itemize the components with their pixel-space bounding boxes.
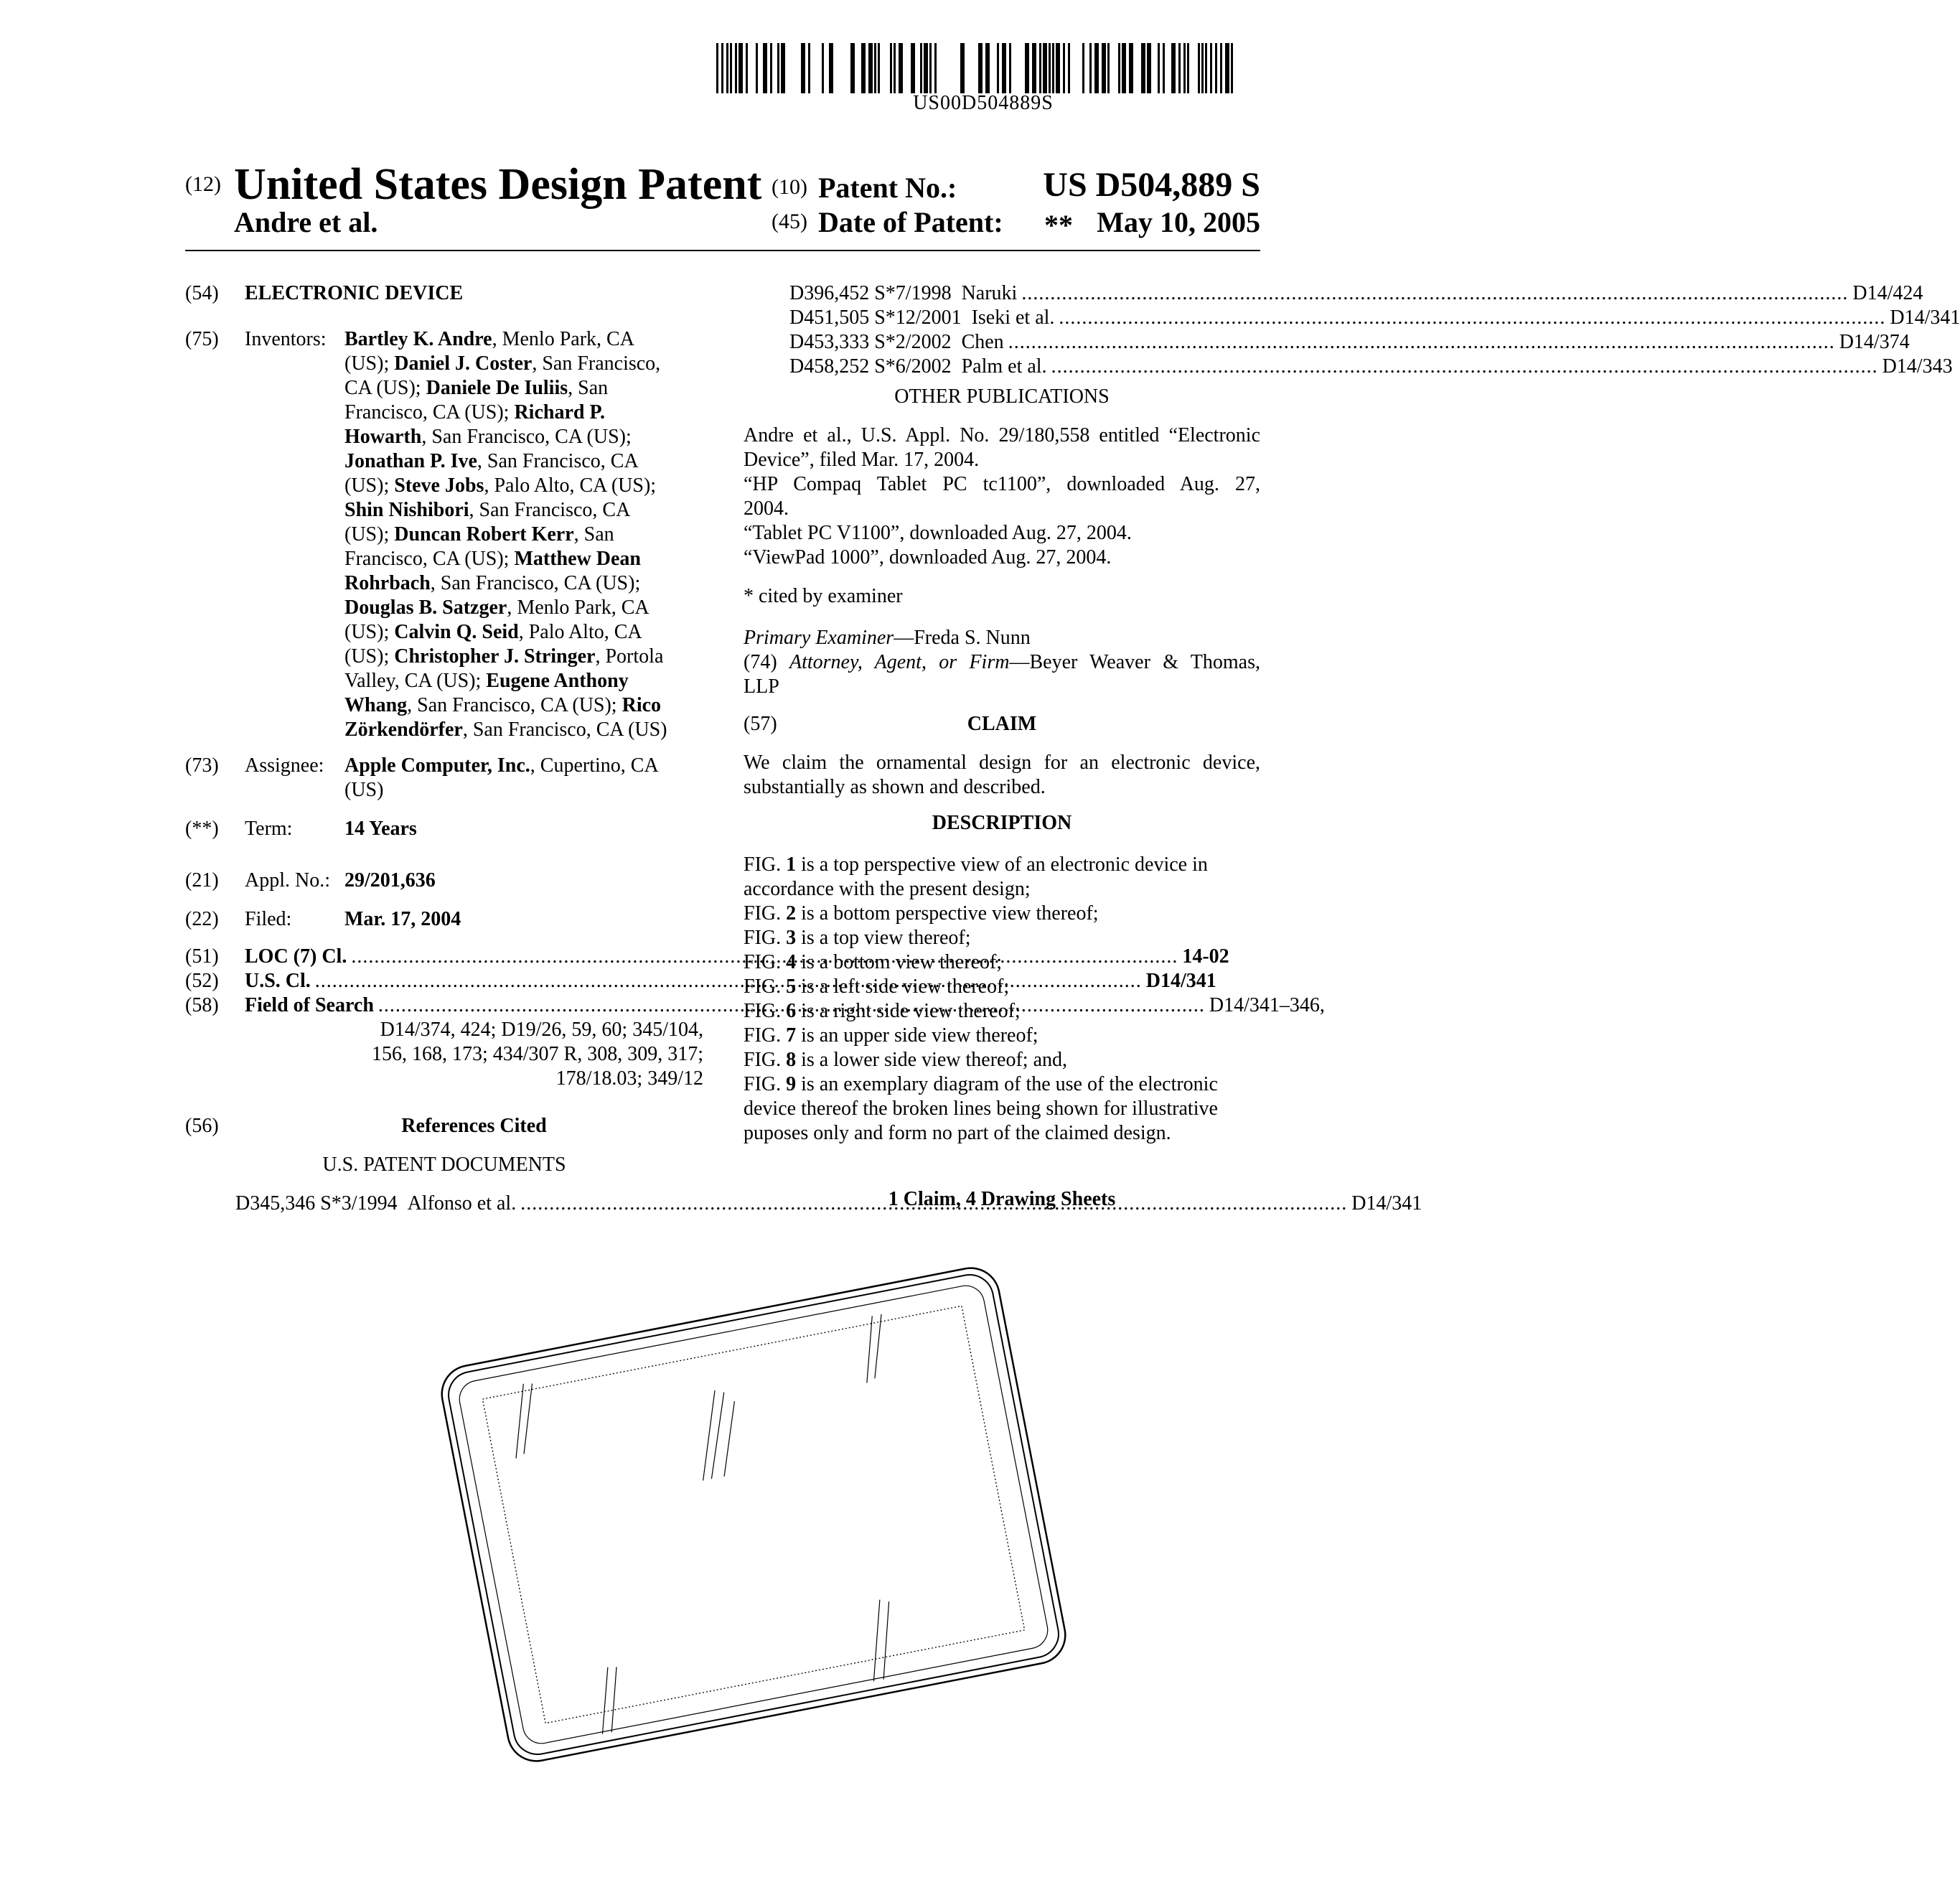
inventor-line xyxy=(344,596,703,620)
barcode-bar xyxy=(1129,43,1133,93)
ref-number: D458,252 S xyxy=(789,355,886,378)
inventor-segment: Daniele De Iuliis xyxy=(426,377,568,399)
inventor-segment: , San Francisco, CA xyxy=(469,499,631,521)
code-51: (51) xyxy=(185,945,219,968)
description-segment: is a top perspective view of an electronic device in xyxy=(796,853,1208,876)
ref-class: D14/343 xyxy=(1882,355,1953,378)
inventors-label: Inventors: xyxy=(245,328,327,350)
barcode-bar xyxy=(781,43,785,93)
code-52: (52) xyxy=(185,970,219,992)
ref-number: D451,505 S xyxy=(789,307,886,329)
filed-label: Filed: xyxy=(245,908,292,930)
barcode-bar xyxy=(763,43,767,93)
claim-line-2: substantially as shown and described. xyxy=(744,776,1046,798)
inventor-segment: Bartley K. Andre xyxy=(344,328,492,350)
description-line xyxy=(744,853,1260,877)
date-flag: ** xyxy=(1044,209,1073,241)
description-segment: 1 xyxy=(786,853,797,876)
attorney-name: —Beyer Weaver & Thomas, xyxy=(1009,651,1261,673)
tablet-inner-edge xyxy=(444,1271,1062,1758)
description-segment: 5 xyxy=(786,975,797,998)
barcode-bar xyxy=(1094,43,1099,93)
barcode-bar xyxy=(985,43,990,93)
ref-class: D14/374 xyxy=(1839,331,1910,353)
barcode-bar xyxy=(997,43,999,93)
ref-date: 12/2001 xyxy=(895,307,962,329)
field-of-search-line-1: D14/374, 424; D19/26, 59, 60; 345/104, xyxy=(380,1019,703,1041)
ref-name: Naruki xyxy=(961,282,1018,304)
pub-line-3: “HP Compaq Tablet PC tc1100”, downloaded Aug. 27, xyxy=(744,473,1260,495)
barcode-bar xyxy=(829,43,833,93)
description-line xyxy=(744,1048,1260,1072)
field-of-search-line-2: 156, 168, 173; 434/307 R, 308, 309, 317; xyxy=(371,1043,703,1065)
barcode-bar xyxy=(1107,43,1110,93)
inventor-segment: , San xyxy=(568,377,609,399)
term-value: 14 Years xyxy=(344,818,417,840)
glare-lines xyxy=(502,1314,950,1740)
barcode-bar xyxy=(1205,43,1207,93)
barcode-bar xyxy=(850,43,855,93)
barcode-bar xyxy=(1009,43,1011,93)
barcode-bar xyxy=(929,43,932,93)
inventor-line xyxy=(344,620,703,645)
ref-star: * xyxy=(885,282,896,304)
description-segment: is a bottom view thereof; xyxy=(796,951,1003,973)
barcode-bar xyxy=(920,43,922,93)
reference-row xyxy=(744,281,1923,306)
description-segment: FIG. xyxy=(744,1049,787,1071)
barcode-bar xyxy=(1158,43,1160,93)
inventor-segment: Daniel J. Coster xyxy=(394,352,533,375)
description-line xyxy=(744,975,1260,999)
assignee-name: Apple Computer, Inc. xyxy=(344,754,530,777)
description-segment: 4 xyxy=(786,951,797,973)
barcode-bar xyxy=(1032,43,1036,93)
inventor-line xyxy=(344,474,703,498)
inventor-segment: Calvin Q. Seid xyxy=(394,621,519,643)
inventor-segment: Shin Nishibori xyxy=(344,499,469,521)
barcode-bar xyxy=(1187,43,1189,93)
barcode-bar xyxy=(1118,43,1120,93)
inventor-segment: Matthew Dean xyxy=(514,548,641,570)
description-segment: is a lower side view thereof; and, xyxy=(796,1049,1068,1071)
description-segment: 6 xyxy=(786,1000,797,1022)
barcode-bar xyxy=(861,43,866,93)
ref-star: * xyxy=(885,331,896,353)
field-of-search-label: Field of Search xyxy=(245,994,374,1016)
us-class-label: U.S. Cl. xyxy=(245,970,311,992)
attorney-label: Attorney, Agent, or Firm xyxy=(789,651,1010,673)
barcode-bar xyxy=(890,43,892,93)
description-line xyxy=(744,1121,1260,1146)
assignee-value xyxy=(344,754,703,803)
date-of-patent: May 10, 2005 xyxy=(1097,206,1260,238)
barcode-bar xyxy=(1002,43,1006,93)
inventor-segment: , Menlo Park, CA xyxy=(507,596,650,619)
code-73: (73) xyxy=(185,754,219,777)
inventor-segment: Rohrbach xyxy=(344,572,431,594)
assignee-country: (US) xyxy=(344,779,384,801)
inventor-segment: Eugene Anthony xyxy=(486,670,629,692)
inventor-line xyxy=(344,669,703,693)
tablet-drawing xyxy=(437,1263,1070,1766)
inventor-segment: Duncan Robert Kerr xyxy=(394,523,574,546)
code-10: (10) xyxy=(772,175,807,199)
inventor-line xyxy=(344,498,703,523)
barcode-bar xyxy=(1231,43,1233,93)
description-line xyxy=(744,1072,1260,1097)
inventor-line xyxy=(344,401,703,425)
description-segment: accordance with the present design; xyxy=(744,878,1031,900)
barcode-bar xyxy=(960,43,965,93)
barcode-bar xyxy=(1178,43,1181,93)
description-segment: FIG. xyxy=(744,1000,787,1022)
inventor-segment: , San Francisco, CA (US) xyxy=(462,719,667,741)
barcode-bar xyxy=(721,43,723,93)
pub-line-6: “ViewPad 1000”, downloaded Aug. 27, 2004. xyxy=(744,546,1112,568)
design-figure xyxy=(402,1235,1105,1795)
inventor-line xyxy=(344,352,703,376)
barcode-bar xyxy=(1039,43,1041,93)
description-line xyxy=(744,950,1260,975)
description-line xyxy=(744,999,1260,1024)
description-segment: 2 xyxy=(786,902,797,925)
description-segment: FIG. xyxy=(744,927,787,949)
inventor-line xyxy=(344,718,703,742)
inventor-segment: Richard P. xyxy=(514,401,605,424)
field-of-search-cont xyxy=(245,1018,703,1091)
inventor-line xyxy=(344,376,703,401)
loc-class-label: LOC (7) Cl. xyxy=(245,945,347,968)
claim-heading: CLAIM xyxy=(967,713,1037,735)
inventor-segment: , San Francisco, CA (US); xyxy=(430,572,641,594)
document-type: United States Design Patent xyxy=(234,160,762,209)
description-line xyxy=(744,1097,1260,1121)
description-segment: is an exemplary diagram of the use of the electronic xyxy=(796,1073,1218,1095)
attorney xyxy=(744,650,1260,699)
barcode-bar xyxy=(777,43,779,93)
description-line xyxy=(744,926,1260,950)
inventor-segment: , San Francisco, CA (US); xyxy=(421,426,632,448)
description-segment: FIG. xyxy=(744,1024,787,1047)
description-segment: FIG. xyxy=(744,1073,787,1095)
cited-by-examiner-note: * cited by examiner xyxy=(744,585,903,607)
code-57: (57) xyxy=(744,713,777,735)
inventor-segment: , Portola xyxy=(595,645,664,668)
barcode-bar xyxy=(716,43,718,93)
inventor-line xyxy=(344,327,703,352)
inventor-segment: Whang xyxy=(344,694,408,716)
inventor-segment: Valley, CA (US); xyxy=(344,670,487,692)
inventor-segment: Zörkendörfer xyxy=(344,719,463,741)
ref-class: D14/424 xyxy=(1852,282,1923,304)
ref-date: 3/1994 xyxy=(341,1192,398,1215)
patent-number: US D504,889 S xyxy=(1043,166,1260,204)
tablet-screen xyxy=(482,1306,1024,1723)
barcode-bar xyxy=(1198,43,1200,93)
inventor-segment: Steve Jobs xyxy=(394,474,484,497)
code-75: (75) xyxy=(185,328,219,350)
inventor-segment: Howarth xyxy=(344,426,422,448)
barcode-bar xyxy=(894,43,896,93)
description-segment: device thereof the broken lines being shown for illustrative xyxy=(744,1098,1218,1120)
inventor-segment: , San xyxy=(573,523,614,546)
barcode-bar xyxy=(726,43,728,93)
ref-class: D14/341 xyxy=(1351,1192,1422,1215)
barcode-bar xyxy=(1043,43,1047,93)
inventor-segment: Rico xyxy=(622,694,662,716)
barcode-bar xyxy=(770,43,772,93)
inventor-segment: Jonathan P. Ive xyxy=(344,450,477,472)
field-of-search-line-3: 178/18.03; 349/12 xyxy=(555,1067,703,1090)
description-segment: 9 xyxy=(786,1073,797,1095)
inventor-line xyxy=(344,571,703,596)
appl-no-label: Appl. No.: xyxy=(245,869,330,892)
patent-no-label: Patent No.: xyxy=(818,172,957,204)
barcode xyxy=(707,43,1260,93)
pub-line-5: “Tablet PC V1100”, downloaded Aug. 27, 2004. xyxy=(744,522,1132,544)
inventors-list xyxy=(344,327,703,742)
ref-name: Chen xyxy=(961,331,1004,353)
code-58: (58) xyxy=(185,994,219,1016)
barcode-bar xyxy=(1068,43,1070,93)
barcode-bar xyxy=(1052,43,1054,93)
ref-date: 7/1998 xyxy=(895,282,952,304)
barcode-bar xyxy=(756,43,758,93)
inventor-segment: , San Francisco, CA xyxy=(477,450,639,472)
ref-star: * xyxy=(885,307,896,329)
barcode-bar xyxy=(934,43,937,93)
description-heading: DESCRIPTION xyxy=(932,812,1072,834)
barcode-bar xyxy=(808,43,810,93)
header-rule xyxy=(185,250,1260,251)
tablet-bezel-edge xyxy=(456,1283,1051,1747)
code-22: (22) xyxy=(185,908,219,930)
inventor-segment: , San Francisco, CA (US); xyxy=(407,694,622,716)
tablet-outer-edge xyxy=(437,1263,1070,1766)
reference-row xyxy=(744,330,1910,355)
other-publications xyxy=(744,424,1260,570)
description-segment: 8 xyxy=(786,1049,797,1071)
ref-name: Iseki et al. xyxy=(971,307,1055,329)
code-54: (54) xyxy=(185,282,219,304)
code-term: (**) xyxy=(185,818,219,840)
barcode-bar xyxy=(868,43,873,93)
barcode-bar xyxy=(899,43,903,93)
filed-value: Mar. 17, 2004 xyxy=(344,908,461,930)
barcode-bar xyxy=(1183,43,1186,93)
claim-line-1: We claim the ornamental design for an electronic device, xyxy=(744,752,1260,774)
inventor-line xyxy=(344,693,703,718)
ref-name: Alfonso et al. xyxy=(407,1192,517,1215)
barcode-bar xyxy=(1056,43,1060,93)
description-line xyxy=(744,902,1260,926)
description-text xyxy=(744,853,1260,1146)
inventor-segment: , Menlo Park, CA xyxy=(492,328,634,350)
primary-examiner-label: Primary Examiner xyxy=(744,627,894,649)
inventor-segment: (US); xyxy=(344,474,395,497)
field-of-search-first: D14/341–346, xyxy=(1209,994,1325,1016)
appl-no-value: 29/201,636 xyxy=(344,869,436,892)
ref-star: * xyxy=(331,1192,342,1215)
reference-row xyxy=(744,306,1960,330)
barcode-bar xyxy=(1163,43,1165,93)
ref-date: 6/2002 xyxy=(895,355,952,378)
primary-examiner xyxy=(744,626,1260,650)
inventor-segment: , Palo Alto, CA (US); xyxy=(484,474,657,497)
barcode-bar xyxy=(1102,43,1106,93)
ref-date: 2/2002 xyxy=(895,331,952,353)
description-segment: FIG. xyxy=(744,853,787,876)
loc-class-value: 14-02 xyxy=(1182,945,1229,968)
description-segment: 3 xyxy=(786,927,797,949)
barcode-bar xyxy=(735,43,737,93)
description-segment: is a bottom perspective view thereof; xyxy=(796,902,1099,925)
primary-examiner-name: —Freda S. Nunn xyxy=(894,627,1031,649)
inventor-line xyxy=(344,547,703,571)
code-74: (74) xyxy=(744,651,777,673)
barcode-bar xyxy=(738,43,743,93)
claim-text xyxy=(744,751,1260,800)
barcode-bar xyxy=(1220,43,1222,93)
reference-row xyxy=(744,355,1953,379)
us-class-value: D14/341 xyxy=(1145,970,1216,992)
barcode-bar xyxy=(1171,43,1176,93)
description-line xyxy=(744,877,1260,902)
barcode-bar xyxy=(1122,43,1126,93)
references-heading: References Cited xyxy=(401,1115,547,1137)
barcode-bar xyxy=(978,43,983,93)
description-segment: is an upper side view thereof; xyxy=(796,1024,1038,1047)
ref-number: D396,452 S xyxy=(789,282,886,304)
code-12: (12) xyxy=(185,172,221,196)
barcode-number: US00D504889S xyxy=(913,92,1054,114)
pub-line-2: Device”, filed Mar. 17, 2004. xyxy=(744,449,980,471)
ref-number: D453,333 S xyxy=(789,331,886,353)
description-segment: FIG. xyxy=(744,902,787,925)
barcode-bar xyxy=(911,43,915,93)
ref-number: D345,346 S xyxy=(235,1192,332,1215)
other-publications-heading: OTHER PUBLICATIONS xyxy=(894,385,1110,408)
inventor-line xyxy=(344,449,703,474)
date-label: Date of Patent: xyxy=(818,206,1003,238)
code-56: (56) xyxy=(185,1115,219,1137)
barcode-bar xyxy=(1201,43,1204,93)
inventor-short: Andre et al. xyxy=(234,206,378,238)
attorney-name-cont: LLP xyxy=(744,675,779,698)
barcode-bar xyxy=(1210,43,1212,93)
inventor-segment: (US); xyxy=(344,523,395,546)
inventor-segment: (US); xyxy=(344,645,395,668)
inventor-segment: (US); xyxy=(344,621,395,643)
inventor-segment: , Palo Alto, CA xyxy=(518,621,642,643)
inventor-line xyxy=(344,645,703,669)
claims-summary: 1 Claim, 4 Drawing Sheets xyxy=(888,1188,1116,1210)
inventor-segment: , San Francisco, xyxy=(532,352,661,375)
barcode-bar xyxy=(1147,43,1151,93)
description-line xyxy=(744,1024,1260,1048)
inventor-segment: (US); xyxy=(344,352,395,375)
barcode-bar xyxy=(1063,43,1065,93)
code-21: (21) xyxy=(185,869,219,892)
pub-line-1: Andre et al., U.S. Appl. No. 29/180,558 entitled “Electronic xyxy=(744,424,1260,446)
description-segment: FIG. xyxy=(744,975,787,998)
barcode-bar xyxy=(878,43,880,93)
description-segment: FIG. xyxy=(744,951,787,973)
term-label: Term: xyxy=(245,818,293,840)
inventor-segment: Douglas B. Satzger xyxy=(344,596,507,619)
barcode-bar xyxy=(1082,43,1084,93)
patent-title: ELECTRONIC DEVICE xyxy=(245,282,464,304)
assignee-label: Assignee: xyxy=(245,754,324,777)
description-segment: 7 xyxy=(786,1024,797,1047)
barcode-bar xyxy=(801,43,805,93)
pub-line-4: 2004. xyxy=(744,497,789,520)
description-segment: puposes only and form no part of the claimed design. xyxy=(744,1122,1171,1144)
ref-class: D14/341 xyxy=(1890,307,1960,329)
barcode-bar xyxy=(730,43,732,93)
barcode-bar xyxy=(1225,43,1229,93)
right-references xyxy=(744,281,1960,379)
barcode-bar xyxy=(1089,43,1092,93)
barcode-bar xyxy=(874,43,876,93)
barcode-bar xyxy=(746,43,748,93)
us-patent-documents-heading: U.S. PATENT DOCUMENTS xyxy=(322,1154,566,1176)
description-segment: is a top view thereof; xyxy=(796,927,971,949)
barcode-bar xyxy=(924,43,928,93)
barcode-bar xyxy=(1141,43,1145,93)
barcode-bar xyxy=(1049,43,1051,93)
inventor-segment: CA (US); xyxy=(344,377,426,399)
ref-name: Palm et al. xyxy=(961,355,1047,378)
inventor-segment: Francisco, CA (US); xyxy=(344,548,515,570)
inventor-segment: Christopher J. Stringer xyxy=(394,645,596,668)
description-segment: is a left side view thereof; xyxy=(796,975,1010,998)
code-45: (45) xyxy=(772,210,807,233)
inventor-line xyxy=(344,523,703,547)
barcode-bar xyxy=(1215,43,1217,93)
ref-star: * xyxy=(885,355,896,378)
inventor-segment: Francisco, CA (US); xyxy=(344,401,515,424)
description-segment: is a right side view thereof; xyxy=(796,1000,1021,1022)
assignee-location: , Cupertino, CA xyxy=(530,754,659,777)
inventor-line xyxy=(344,425,703,449)
barcode-bar xyxy=(822,43,824,93)
barcode-bar xyxy=(1025,43,1029,93)
